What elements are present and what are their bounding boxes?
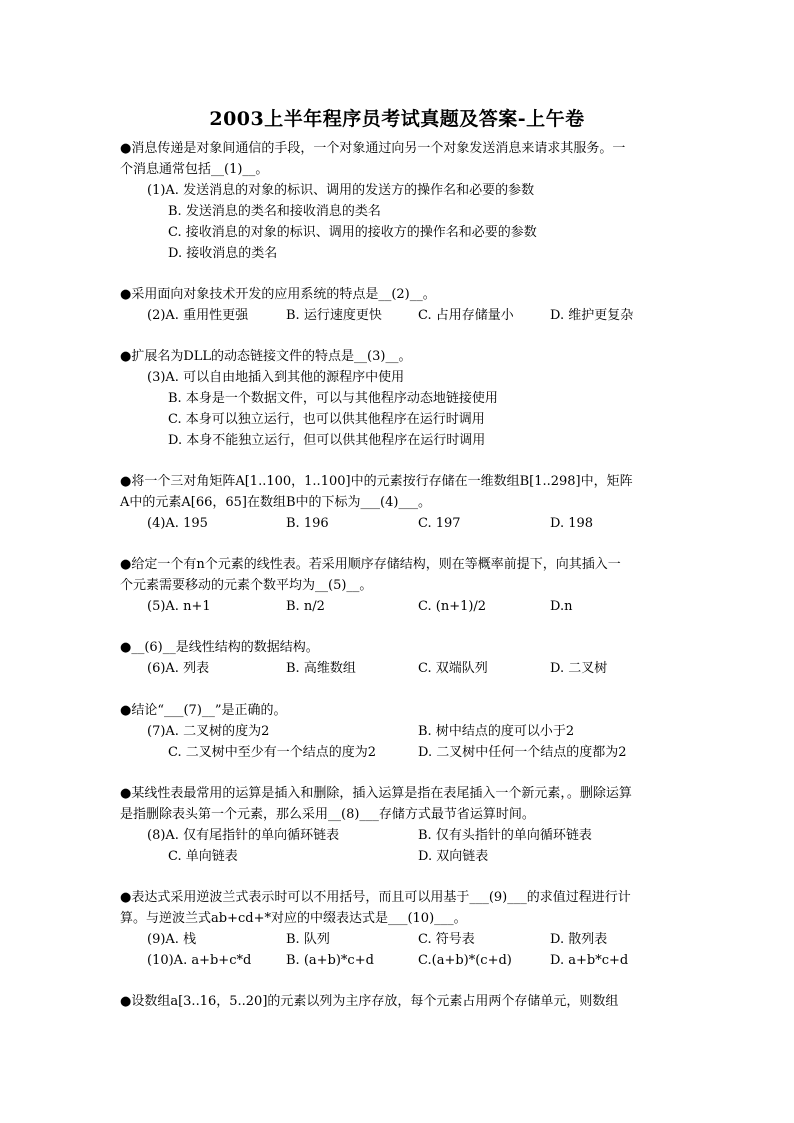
question-3-option-d: D. 本身不能独立运行，但可以供其他程序在运行时调用 bbox=[168, 433, 486, 448]
question-10-option-c: C.(a+b)*(c+d) bbox=[418, 953, 512, 968]
question-5-text-line-2: 个元素需要移动的元素个数平均为__(5)__。 bbox=[120, 578, 373, 593]
question-9-options bbox=[120, 929, 675, 950]
question-5 bbox=[120, 554, 675, 617]
question-11 bbox=[120, 991, 675, 1012]
question-8-text-line-2: 是指删除表头第一个元素，那么采用__(8)___存储方式最节省运算时间。 bbox=[120, 807, 535, 822]
question-10-option-d: D. a+b*c+d bbox=[550, 953, 629, 968]
question-5-options bbox=[120, 596, 675, 617]
question-9 bbox=[120, 887, 675, 971]
question-6-options bbox=[120, 658, 675, 679]
question-7-option-d: D. 二叉树中任何一个结点的度都为2 bbox=[418, 745, 627, 760]
question-7-option-b: B. 树中结点的度可以小于2 bbox=[418, 724, 575, 739]
question-11-text-line-1: ●设数组a[3..16，5..20]的元素以列为主序存放，每个元素占用两个存储单元，则数组 bbox=[120, 994, 619, 1009]
question-5-text-line-1: ●给定一个有n个元素的线性表。若采用顺序存储结构，则在等概率前提下，向其插入一 bbox=[120, 557, 621, 572]
question-9-option-c: C. 符号表 bbox=[418, 932, 475, 947]
question-6-option-c: C. 双端队列 bbox=[418, 661, 488, 676]
question-3 bbox=[120, 346, 675, 451]
question-3-option-a: (3)A. 可以自由地插入到其他的源程序中使用 bbox=[147, 370, 405, 385]
question-2-options bbox=[120, 305, 675, 326]
question-7-option-a: (7)A. 二叉树的度为2 bbox=[147, 724, 270, 739]
question-10-option-b: B. (a+b)*c+d bbox=[286, 953, 374, 968]
question-5-option-b: B. n/2 bbox=[286, 599, 325, 614]
question-9-option-a: (9)A. 栈 bbox=[147, 932, 197, 947]
question-5-option-c: C. (n+1)/2 bbox=[418, 599, 487, 614]
question-4-text-line-2: A中的元素A[66，65]在数组B中的下标为___(4)___。 bbox=[120, 495, 431, 510]
question-4-option-b: B. 196 bbox=[286, 516, 329, 531]
question-8 bbox=[120, 783, 675, 867]
question-5-option-d: D.n bbox=[550, 599, 573, 614]
question-6 bbox=[120, 637, 675, 679]
question-3-option-c: C. 本身可以独立运行，也可以供其他程序在运行时调用 bbox=[168, 412, 485, 427]
question-4-option-a: (4)A. 195 bbox=[147, 516, 208, 531]
question-9-option-d: D. 散列表 bbox=[550, 932, 608, 947]
question-4 bbox=[120, 471, 675, 534]
page-title: 2003上半年程序员考试真题及答案-上午卷 bbox=[209, 108, 585, 130]
question-3-option-b: B. 本身是一个数据文件，可以与其他程序动态地链接使用 bbox=[168, 391, 498, 406]
question-10-options bbox=[120, 950, 675, 971]
question-6-option-d: D. 二叉树 bbox=[550, 661, 608, 676]
question-5-option-a: (5)A. n+1 bbox=[147, 599, 211, 614]
question-10-option-a: (10)A. a+b+c*d bbox=[147, 953, 252, 968]
question-2 bbox=[120, 284, 675, 326]
question-4-option-c: C. 197 bbox=[418, 516, 461, 531]
question-6-text: ●__(6)__是线性结构的数据结构。 bbox=[120, 640, 319, 655]
question-8-option-a: (8)A. 仅有尾指针的单向循环链表 bbox=[147, 828, 340, 843]
question-7-text: ●结论“___(7)__”是正确的。 bbox=[120, 703, 287, 718]
question-1 bbox=[120, 138, 675, 264]
question-4-options bbox=[120, 513, 675, 534]
question-2-option-a: (2)A. 重用性更强 bbox=[147, 308, 249, 323]
question-2-option-d: D. 维护更复杂 bbox=[550, 308, 634, 323]
question-1-option-a: (1)A. 发送消息的对象的标识、调用的发送方的操作名和必要的参数 bbox=[147, 183, 535, 198]
question-7-options-row-1 bbox=[120, 721, 675, 742]
question-8-option-c: C. 单向链表 bbox=[168, 849, 238, 864]
question-6-option-b: B. 高维数组 bbox=[286, 661, 356, 676]
question-7-option-c: C. 二叉树中至少有一个结点的度为2 bbox=[168, 745, 377, 760]
question-2-option-b: B. 运行速度更快 bbox=[286, 308, 382, 323]
question-1-option-b: B. 发送消息的类名和接收消息的类名 bbox=[168, 204, 381, 219]
question-1-text-line-1: ●消息传递是对象间通信的手段，一个对象通过向另一个对象发送消息来请求其服务。一 bbox=[120, 141, 626, 156]
question-1-text-line-2: 个消息通常包括__(1)__。 bbox=[120, 162, 269, 177]
question-9-text-line-1: ●表达式采用逆波兰式表示时可以不用括号，而且可以用基于___(9)___的求值过程进行计 bbox=[120, 890, 631, 905]
question-1-option-c: C. 接收消息的对象的标识、调用的接收方的操作名和必要的参数 bbox=[168, 225, 537, 240]
question-1-option-d: D. 接收消息的类名 bbox=[168, 246, 278, 261]
question-2-text: ●采用面向对象技术开发的应用系统的特点是__(2)__。 bbox=[120, 287, 436, 302]
question-8-options-row-1 bbox=[120, 825, 675, 846]
question-8-text-line-1: ●某线性表最常用的运算是插入和删除，插入运算是指在表尾插入一个新元素，。删除运算 bbox=[120, 786, 632, 801]
question-7-options-row-2 bbox=[120, 742, 675, 763]
question-3-text: ●扩展名为DLL的动态链接文件的特点是__(3)__。 bbox=[120, 349, 412, 364]
question-8-option-d: D. 双向链表 bbox=[418, 849, 489, 864]
question-4-text-line-1: ●将一个三对角矩阵A[1..100，1..100]中的元素按行存储在一维数组B[1..298]中，矩阵 bbox=[120, 474, 633, 489]
question-7 bbox=[120, 700, 675, 763]
question-8-options-row-2 bbox=[120, 846, 675, 867]
question-6-option-a: (6)A. 列表 bbox=[147, 661, 210, 676]
question-9-option-b: B. 队列 bbox=[286, 932, 330, 947]
question-2-option-c: C. 占用存储量小 bbox=[418, 308, 514, 323]
question-4-option-d: D. 198 bbox=[550, 516, 594, 531]
question-9-text-line-2: 算。与逆波兰式ab+cd+*对应的中缀表达式是___(10)___。 bbox=[120, 911, 467, 926]
question-8-option-b: B. 仅有头指针的单向循环链表 bbox=[418, 828, 592, 843]
